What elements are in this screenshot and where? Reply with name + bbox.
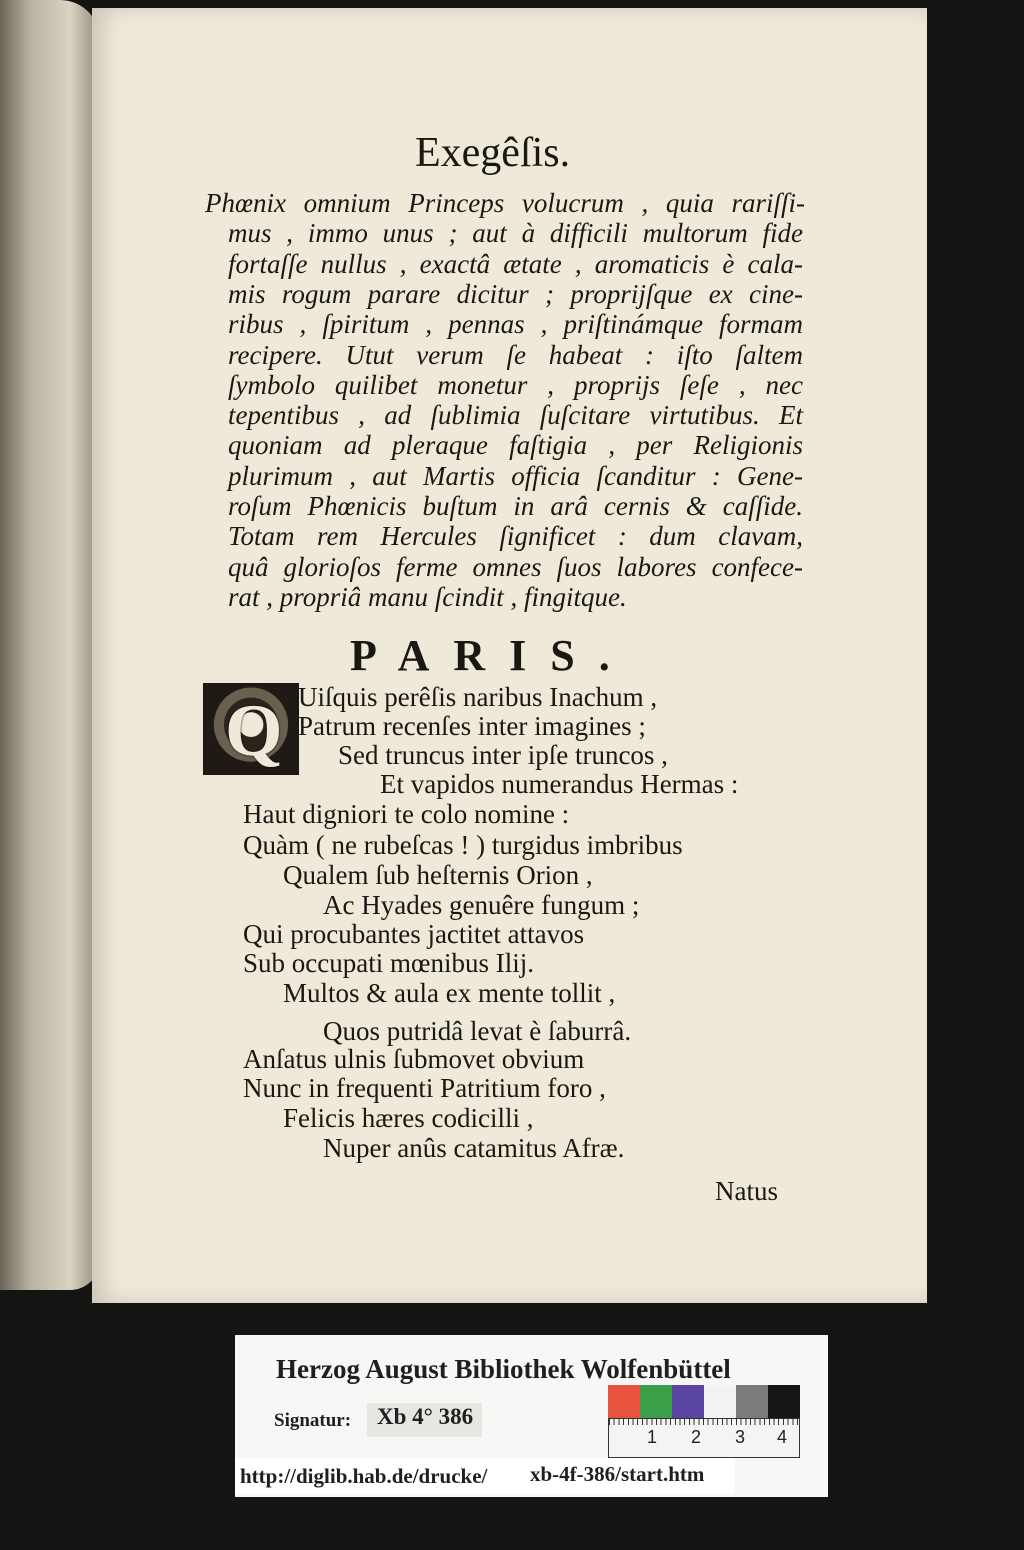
url-prefix[interactable]: http://diglib.hab.de/drucke/ (240, 1464, 488, 1488)
verse-line: Et vapidos numerandus Hermas : (380, 769, 739, 799)
color-swatch (672, 1385, 704, 1418)
page-heading: Exegêſis. (415, 130, 571, 176)
institution-name: Herzog August Bibliothek Wolfenbüttel (276, 1354, 731, 1384)
measurement-ruler (608, 1418, 800, 1458)
verse-line: Sed truncus inter ipſe truncos , (338, 740, 668, 770)
commentary-line: plurimum , aut Martis officia ſcanditur : Gene- (228, 460, 803, 491)
verse-line: Nuper anûs catamitus Afræ. (323, 1133, 625, 1163)
verse-line: Patrum recenſes inter imagines ; (298, 711, 646, 741)
ruler-number: 3 (735, 1427, 746, 1447)
verse-line: Quos putridâ levat è ſaburrâ. (323, 1016, 632, 1046)
drop-cap-letter: Q (225, 690, 283, 772)
commentary-line: ſymbolo quilibet monetur , proprijs ſeſe , nec (228, 369, 803, 400)
verse-line: Haut digniori te colo nomine : (243, 799, 570, 829)
commentary-line: Phœnix omnium Princeps volucrum , quia rariſſi- (205, 188, 805, 218)
color-swatch (704, 1385, 736, 1418)
verse-line: Uiſquis perêſis naribus Inachum , (298, 682, 658, 712)
verse-line: Anſatus ulnis ſubmovet obvium (243, 1044, 585, 1074)
commentary-line: fortaſſe nullus , exactâ ætate , aromaticis è cala- (228, 248, 803, 279)
commentary-line: roſum Phœnicis buſtum in arâ cernis & caſſide. (228, 491, 803, 521)
ruler-number: 2 (691, 1427, 702, 1447)
commentary-line: quâ glorioſos ferme omnes ſuos labores confece- (228, 551, 803, 582)
ruler-number: 4 (777, 1427, 788, 1447)
verse-line: Nunc in frequenti Patritium foro , (243, 1073, 606, 1103)
commentary-line: ribus , ſpiritum , pennas , priſtinámque formam (228, 309, 803, 340)
verse-line: Multos & aula ex mente tollit , (283, 978, 616, 1008)
verse-line: Ac Hyades genuêre fungum ; (323, 890, 640, 920)
verse-line: Quàm ( ne rubeſcas ! ) turgidus imbribus (243, 830, 683, 860)
color-swatch (736, 1385, 768, 1418)
verse-line: Qui procubantes jactitet attavos (243, 919, 585, 949)
verse-line: Sub occupati mœnibus Ilij. (243, 948, 534, 978)
commentary-line: mis rogum parare dicitur ; proprijſque ex cine- (228, 278, 803, 309)
facing-page-edge (0, 0, 100, 1290)
commentary-line: rat , propriâ manu ſcindit , fingitque. (228, 581, 627, 612)
commentary-line: mus , immo unus ; aut à difficili multorum fide (228, 218, 803, 249)
color-swatch (608, 1385, 640, 1418)
color-swatch (640, 1385, 672, 1418)
commentary-line: tepentibus , ad ſublimia ſuſcitare virtutibus. Et (228, 400, 803, 431)
commentary-line: quoniam ad pleraque faſtigia , per Religionis (228, 430, 803, 461)
signatur-label: Signatur: (274, 1410, 352, 1431)
verse-line: Felicis hæres codicilli , (283, 1103, 534, 1133)
ruler-number: 1 (647, 1427, 658, 1447)
verse-line: Qualem ſub heſternis Orion , (283, 860, 593, 890)
url-suffix[interactable]: xb-4f-386/start.htm (530, 1462, 705, 1486)
commentary-line: Totam rem Hercules ſignificet : dum clavam, (228, 521, 803, 552)
color-swatch (768, 1385, 800, 1418)
catchword: Natus (715, 1176, 778, 1206)
ornamental-drop-cap (203, 683, 299, 775)
commentary-line: recipere. Utut verum ſe habeat : iſto ſaltem (228, 339, 803, 370)
signatur-value: Xb 4° 386 (377, 1404, 474, 1429)
section-title: PARIS. (350, 631, 634, 680)
